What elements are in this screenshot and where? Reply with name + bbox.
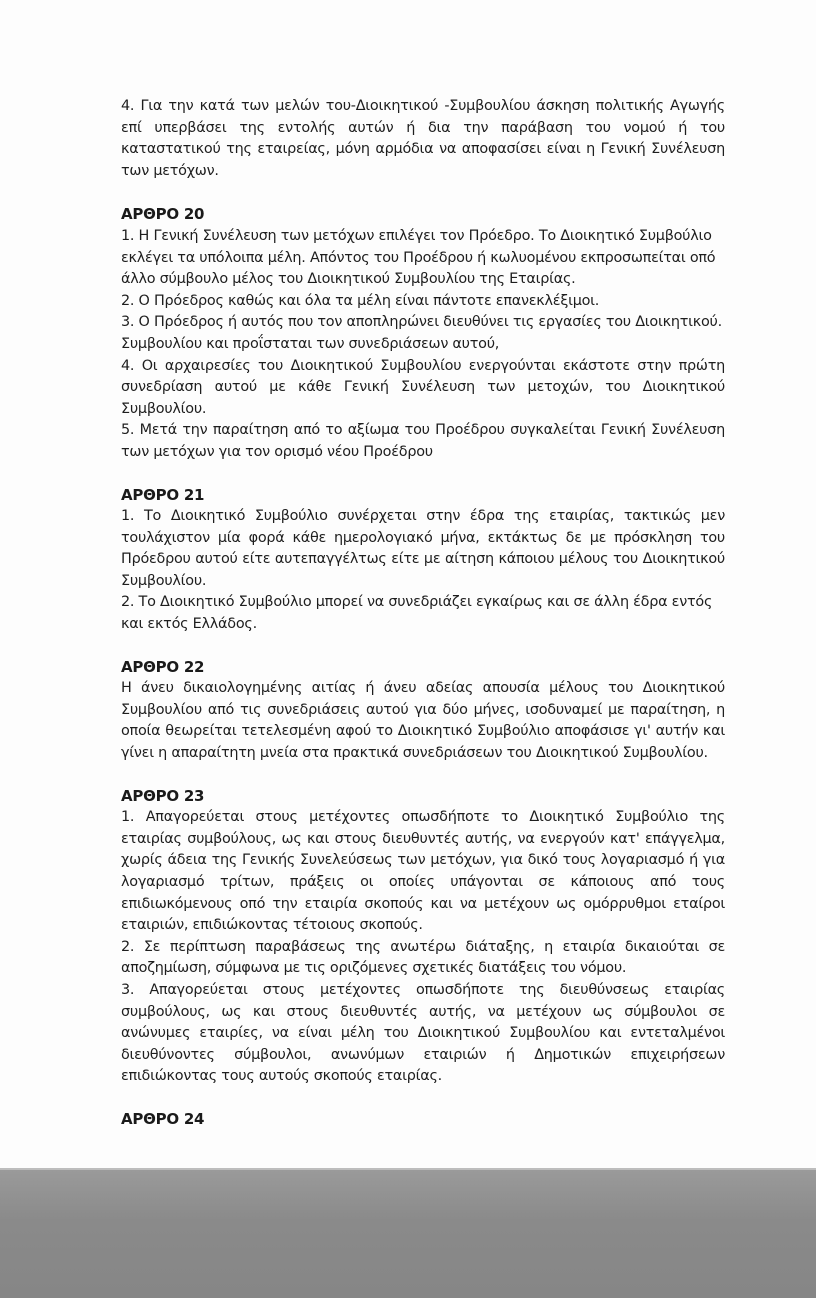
paragraph-article20-1: 1. Η Γενική Συνέλευση των μετόχων επιλέγει τον Πρόεδρο. Το Διοικητικό Συμβούλιο εκλέγει τα υπόλοιπα μέλη. Απόντος του Προέδρου ή κωλυομένου εκπροσωπείται οπό άλλο σύμβουλο μέλος του Διοικητικού Συμβουλίου της Εταιρίας. bbox=[121, 227, 716, 288]
heading-article-24: ΑΡΘΡΟ 24 bbox=[121, 1109, 205, 1128]
paragraph-article19-4: 4. Για την κατά των μελών του-Διοικητικού -Συμβουλίου άσκηση πολιτικής Αγωγής επί υπερβάσει της εντολής αυτών ή δια την παράβαση του νομού ή του καταστατικού της εταιρείας, μόνη αρμόδια να αποφασίσει είναι η Γενική Συνέλευση των μετόχων. bbox=[121, 98, 725, 179]
paragraph-article20-3: 3. Ο Πρόεδρος ή αυτός που τον αποπληρώνει διευθύνει τις εργασίες του Διοικητικού. Συμβουλίου και προΐσταται των συνεδριάσεων αυτού, bbox=[121, 314, 722, 352]
heading-article-23: ΑΡΘΡΟ 23 bbox=[121, 786, 205, 805]
scanner-background-band bbox=[0, 1168, 816, 1298]
document-body bbox=[121, 96, 725, 1131]
heading-article-20: ΑΡΘΡΟ 20 bbox=[121, 205, 205, 224]
paragraph-article21-1: 1. Το Διοικητικό Συμβούλιο συνέρχεται στην έδρα της εταιρίας, τακτικώς μεν τουλάχιστον μία φορά κάθε ημερολογιακό μήνα, εκτάκτως δε με πρόσκληση του Πρόεδρου αυτού είτε αυτεπαγγέλτως είτε με αίτηση κάποιου μέλους του Διοικητικού Συμβουλίου. bbox=[121, 508, 725, 589]
heading-article-22: ΑΡΘΡΟ 22 bbox=[121, 657, 205, 676]
paragraph-article22-1: Η άνευ δικαιολογημένης αιτίας ή άνευ αδείας απουσία μέλους του Διοικητικού Συμβουλίου από τις συνεδριάσεις αυτού για δύο μήνες, ισοδυναμεί με παραίτηση, η οποία θεωρείται τετελεσμένη αφού το Διοικητικό Συμβούλιο αποφάσισε γι' αυτήν και γίνει η απαραίτητη μνεία στα πρακτικά συνεδριάσεων του Διοικητικού Συμβουλίου. bbox=[121, 680, 725, 762]
paragraph-article21-2: 2. Το Διοικητικό Συμβούλιο μπορεί να συνεδριάζει εγκαίρως και σε άλλη έδρα εντός και εκτός Ελλάδος. bbox=[121, 594, 713, 633]
paragraph-article23-1: 1. Απαγορεύεται στους μετέχοντες οπωσδήποτε το Διοικητικό Συμβούλιο της εταιρίας συμβούλους, ως και στους διευθυντές αυτής, να ενεργούν κατ' επάγγελμα, χωρίς άδεια της Γενικής Συνελεύσεως των μετόχων, για δικό τους λογαριασμό ή για λογαριασμό τρίτων, πράξεις οι οποίες υπάγονται σε κάποιους από τους επιδιωκόμενους οπό την εταιρία σκοπούς και να μετέχουν ως ομόρρυθμοι εταίροι εταιριών, επιδιώκοντας τέτοιους σκοπούς. bbox=[121, 809, 725, 934]
paragraph-article20-2: 2. Ο Πρόεδρος καθώς και όλα τα μέλη είναι πάντοτε επανεκλέξιμοι. bbox=[121, 292, 600, 309]
heading-article-21: ΑΡΘΡΟ 21 bbox=[121, 485, 205, 504]
paragraph-article23-3: 3. Απαγορεύεται στους μετέχοντες οπωσδήποτε της διευθύνσεως εταιρίας συμβούλους, ως και στους διευθυντές αυτής, να μετέχουν ως σύμβουλοι σε ανώνυμες εταιρίες, να είναι μέλη του Διοικητικού Συμβουλίου και εντεταλμένοι διευθύνοντες σύμβουλοι, ανωνύμων εταιριών ή Δημοτικών επιχειρήσεων επιδιώκοντας τους αυτούς σκοπούς εταιρίας. bbox=[121, 981, 725, 1085]
paragraph-article20-5: 5. Μετά την παραίτηση από το αξίωμα του Προέδρου συγκαλείται Γενική Συνέλευση των μετόχων για τον ορισμό νέου Προέδρου bbox=[121, 422, 725, 460]
paragraph-article23-2: 2. Σε περίπτωση παραβάσεως της ανωτέρω διάταξης, η εταιρία δικαιούται σε αποζημίωση, σύμφωνα με τις οριζόμενες σχετικές διατάξεις του νόμου. bbox=[121, 938, 725, 977]
paragraph-article20-4: 4. Οι αρχαιρεσίες του Διοικητικού Συμβουλίου ενεργούνται εκάστοτε στην πρώτη συνεδρίαση αυτού με κάθε Γενική Συνέλευση των μετοχών, του Διοικητικού Συμβουλίου. bbox=[121, 357, 725, 417]
